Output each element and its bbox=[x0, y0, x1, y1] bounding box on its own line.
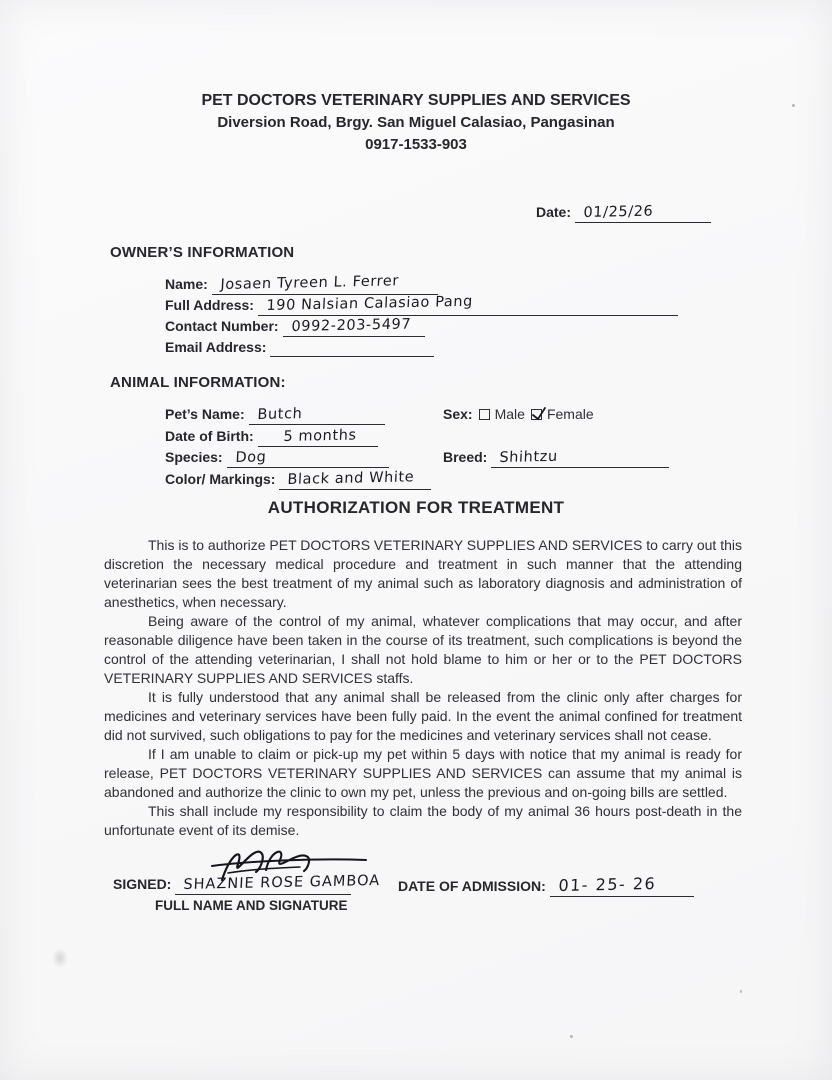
scan-speck-artifact bbox=[792, 104, 795, 107]
authorization-paragraph: It is fully understood that any animal shall be released from the clinic only after charges for medicines and veterinary services have been fully paid. In the event the animal confined for treatment did not survived, such obligations to pay for the medicines and veterinary services shall not cease. bbox=[104, 689, 742, 743]
scan-smudge-artifact bbox=[52, 948, 68, 968]
authorization-paragraph: If I am unable to claim or pick-up my pet within 5 days with notice that my animal is ready for release, PET DOCTORS VETERINARY SUPPLIES AND SERVICES can assume that my animal is abandoned and authorize the clinic to own my pet, unless the previous and on-going bills are settled. bbox=[104, 746, 742, 800]
admission-date-handwritten-value: 01- 25- 26 bbox=[557, 873, 657, 895]
authorization-heading: AUTHORIZATION FOR TREATMENT bbox=[267, 498, 565, 517]
color-markings-field bbox=[165, 471, 431, 490]
sex-label: Sex: bbox=[443, 406, 473, 422]
dob-field bbox=[165, 428, 378, 447]
date-handwritten-value: 01/25/26 bbox=[583, 203, 654, 221]
color-markings-line bbox=[279, 471, 431, 490]
owner-name-line bbox=[212, 273, 438, 295]
sex-field bbox=[443, 406, 594, 422]
species-handwritten-value: Dog bbox=[234, 449, 267, 466]
date-field bbox=[536, 204, 711, 223]
signed-line bbox=[175, 872, 381, 895]
species-field bbox=[165, 449, 389, 468]
dob-line bbox=[258, 428, 378, 447]
authorization-paragraph: This shall include my responsibility to claim the body of my animal 36 hours post-death in the unfortunate event of its demise. bbox=[104, 803, 742, 838]
admission-date-field bbox=[398, 873, 694, 897]
owner-contact-label: Contact Number: bbox=[165, 318, 279, 334]
color-markings-label: Color/ Markings: bbox=[165, 471, 276, 487]
owner-contact-field bbox=[165, 318, 425, 337]
owner-address-line bbox=[258, 293, 678, 316]
date-label: Date: bbox=[536, 204, 572, 220]
pet-name-label: Pet’s Name: bbox=[165, 406, 245, 422]
owner-address-field bbox=[165, 293, 678, 316]
authorization-body bbox=[104, 536, 742, 840]
owner-address-label: Full Address: bbox=[165, 297, 254, 313]
clinic-header bbox=[0, 90, 832, 156]
pet-name-line bbox=[249, 406, 385, 425]
admission-date-label: DATE OF ADMISSION: bbox=[398, 878, 546, 894]
clinic-name: PET DOCTORS VETERINARY SUPPLIES AND SERVICES bbox=[201, 92, 631, 109]
signed-handwritten-name: SHAZNIE ROSE GAMBOA bbox=[183, 872, 381, 893]
owner-email-line bbox=[270, 339, 434, 357]
authorization-paragraph: Being aware of the control of my animal, whatever complications that may occur, and after reasonable diligence have been taken in the course of its treatment, such complications is beyond the control of the attending veterinarian, I shall not hold blame to him or her or to the PET DOCTORS VETERINARY SUPPLIES AND SERVICES staffs. bbox=[104, 613, 742, 686]
admission-date-line bbox=[550, 873, 694, 897]
sex-male-checkbox bbox=[479, 409, 490, 420]
breed-label: Breed: bbox=[443, 449, 488, 465]
dob-label: Date of Birth: bbox=[165, 428, 254, 444]
owner-email-label: Email Address: bbox=[165, 339, 267, 355]
owner-contact-line bbox=[283, 318, 425, 337]
sex-female-label: Female bbox=[546, 406, 594, 422]
signed-field bbox=[113, 872, 381, 895]
scan-speck-artifact bbox=[570, 1035, 573, 1038]
pet-name-field bbox=[165, 406, 385, 425]
color-markings-handwritten-value: Black and White bbox=[287, 469, 416, 488]
owner-name-handwritten-value: Josaen Tyreen L. Ferrer bbox=[219, 273, 400, 293]
signed-label: SIGNED: bbox=[113, 876, 172, 892]
owner-name-field bbox=[165, 273, 438, 295]
authorization-paragraph: This is to authorize PET DOCTORS VETERINARY SUPPLIES AND SERVICES to carry out this discretion the necessary medical procedure and treatment in such manner that the attending veterinarian sees the best treatment of my animal such as laboratory diagnosis and administration of anesthetics, when necessary. bbox=[104, 537, 742, 610]
scan-speck-artifact bbox=[740, 990, 742, 993]
signed-caption: FULL NAME AND SIGNATURE bbox=[155, 898, 348, 913]
sex-male-label: Male bbox=[494, 406, 525, 422]
owner-name-label: Name: bbox=[165, 276, 208, 292]
owner-address-handwritten-value: 190 Nalsian Calasiao Pang bbox=[265, 293, 474, 314]
owner-section-heading: OWNER’S INFORMATION bbox=[110, 244, 295, 261]
dob-handwritten-value: 5 months bbox=[283, 427, 358, 445]
species-line bbox=[227, 449, 389, 468]
clinic-phone: 0917-1533-903 bbox=[365, 136, 467, 153]
clinic-address: Diversion Road, Brgy. San Miguel Calasiao, Pangasinan bbox=[217, 114, 615, 131]
animal-section-heading: ANIMAL INFORMATION: bbox=[110, 374, 286, 391]
breed-handwritten-value: Shihtzu bbox=[499, 448, 559, 466]
owner-email-field bbox=[165, 339, 434, 357]
breed-line bbox=[491, 449, 669, 468]
female-checked-icon bbox=[530, 404, 548, 422]
date-line bbox=[575, 204, 711, 223]
pet-name-handwritten-value: Butch bbox=[256, 406, 303, 423]
breed-field bbox=[443, 449, 669, 468]
owner-contact-handwritten-value: 0992-203-5497 bbox=[290, 316, 412, 335]
sex-female-checkbox bbox=[531, 409, 542, 420]
species-label: Species: bbox=[165, 449, 223, 465]
